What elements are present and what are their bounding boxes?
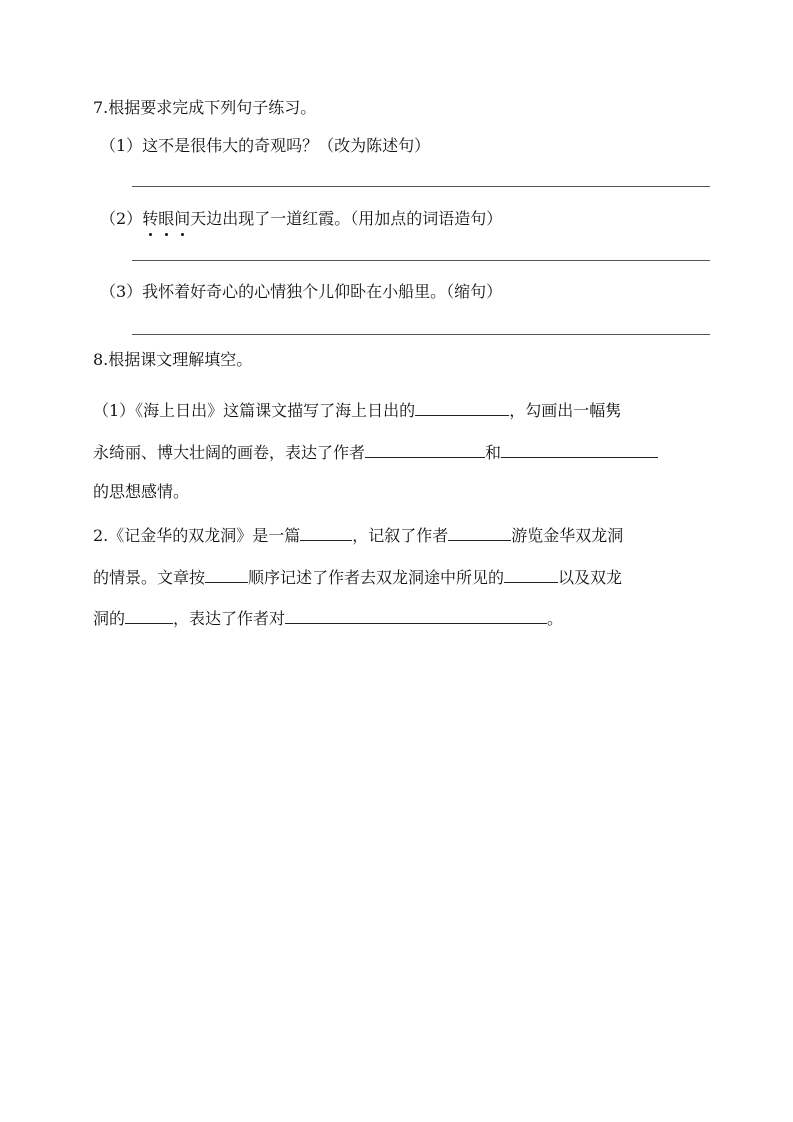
- q8-title: 8.根据课文理解填空。: [93, 350, 253, 369]
- q7-item-2-number: （2）: [100, 209, 143, 228]
- fill-blank[interactable]: [300, 524, 352, 541]
- q7-item-2-rest: 天边出现了一道红霞。（用加点的词语造句）: [190, 209, 503, 228]
- answer-line-2[interactable]: [132, 260, 710, 261]
- q7-title: 7.根据要求完成下列句子练习。: [93, 98, 317, 117]
- fill-blank[interactable]: [504, 566, 558, 583]
- q7-item-2: [100, 209, 502, 229]
- answer-line-1[interactable]: [132, 186, 710, 187]
- dotted-char: 眼: [158, 209, 175, 228]
- q8-p1-line3: 的思想感情。: [93, 482, 190, 501]
- q7-item-1: （1）这不是很伟大的奇观吗？（改为陈述句）: [100, 136, 431, 155]
- dotted-char: 间: [174, 209, 191, 228]
- q8-p2-line3: 洞的 ，表达了作者对 。: [93, 609, 564, 628]
- q8-p1-line1: （1）《海上日出》这篇课文描写了海上日出的 ，勾画出一幅隽: [93, 401, 622, 420]
- fill-blank[interactable]: [365, 441, 485, 458]
- fill-blank[interactable]: [415, 399, 509, 416]
- fill-blank[interactable]: [285, 607, 547, 624]
- q8-p1-line2: 永绮丽、博大壮阔的画卷，表达了作者 和: [93, 441, 658, 463]
- fill-blank[interactable]: [448, 524, 511, 541]
- q8-p2-line1: 2.《记金华的双龙洞》是一篇 ，记叙了作者 游览金华双龙洞: [93, 526, 624, 545]
- q8-p2-line2: 的情景。文章按 顺序记述了作者去双龙洞途中所见的 以及双龙: [93, 568, 623, 587]
- q7-item-3: （3）我怀着好奇心的心情独个儿仰卧在小船里。（缩句）: [100, 282, 503, 301]
- fill-blank[interactable]: [501, 441, 658, 458]
- fill-blank[interactable]: [205, 566, 248, 583]
- fill-blank[interactable]: [125, 607, 173, 624]
- dotted-char: 转: [142, 209, 159, 228]
- answer-line-3[interactable]: [132, 334, 710, 335]
